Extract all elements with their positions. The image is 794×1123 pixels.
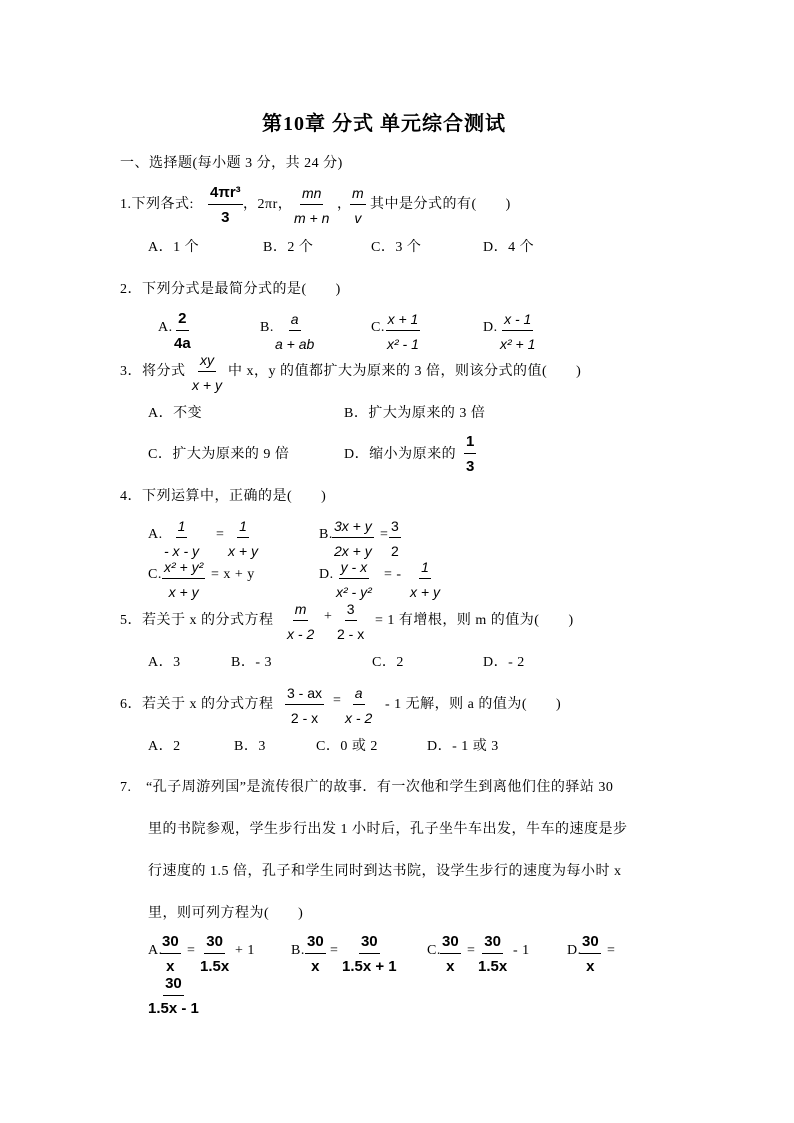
q5-fraction-1: [285, 601, 316, 642]
denominator: a + ab: [275, 336, 315, 352]
q4-c-left: [162, 559, 205, 600]
denominator: 3: [466, 458, 475, 475]
numerator: y - x: [339, 559, 369, 579]
q5-fraction-2: [335, 601, 366, 642]
q1-suffix: 其中是分式的有( ): [370, 197, 511, 212]
q7-b-left: [305, 934, 326, 975]
q7-c-eq: =: [467, 943, 476, 958]
numerator: 1: [237, 518, 249, 538]
denominator: x - 2: [345, 710, 373, 726]
q7-c-right: [476, 934, 509, 975]
q7-label-c: C.: [427, 943, 441, 958]
q5-option-c: C．2: [372, 655, 404, 670]
q1-prefix: 1.下列各式:: [120, 197, 194, 212]
q7-line-4: 里，则可列方程为( ): [148, 906, 304, 921]
numerator: mn: [300, 185, 323, 205]
denominator: 2: [391, 543, 399, 559]
q5-suffix: = 1 有增根，则 m 的值为( ): [375, 613, 574, 628]
q4-b-right: [389, 518, 401, 559]
q5-option-a: A．3: [148, 655, 181, 670]
q3-option-a: A．不变: [148, 406, 203, 421]
denominator: v: [354, 210, 362, 226]
numerator: 1: [419, 559, 431, 579]
denominator: - x - y: [164, 543, 199, 559]
q4-b-eq: =: [380, 527, 389, 542]
q7-c-tail: - 1: [513, 943, 530, 958]
q6-option-b: B．3: [234, 739, 266, 754]
q7-label-d: D.: [567, 943, 582, 958]
q1-option-b: B．2 个: [263, 240, 314, 255]
q2-fraction-c: [385, 311, 421, 352]
q3-option-c: C．扩大为原来的 9 倍: [148, 447, 290, 462]
numerator: x - 1: [502, 311, 533, 331]
numerator: xy: [198, 352, 216, 372]
denominator: x + y: [192, 377, 222, 393]
denominator: 3: [221, 209, 230, 226]
numerator: x + 1: [386, 311, 421, 331]
q4-a-right: [226, 518, 260, 559]
q5-option-d: D．- 2: [483, 655, 525, 670]
section-heading: 一、选择题(每小题 3 分，共 24 分): [120, 156, 343, 171]
q7-a-tail: + 1: [235, 943, 255, 958]
numerator: 30: [482, 934, 503, 954]
q3-suffix: 中 x，y 的值都扩大为原来的 3 倍，则该分式的值( ): [228, 364, 582, 379]
q6-fraction-1: [285, 685, 324, 726]
q7-d-eq: =: [607, 943, 616, 958]
numerator: 2: [176, 311, 188, 331]
q2-stem: 2．下列分式是最简分式的是( ): [120, 282, 341, 297]
q7-b-right: [340, 934, 399, 975]
numerator: 30: [204, 934, 225, 954]
q1-option-c: C．3 个: [371, 240, 422, 255]
q2-label-b: B.: [260, 320, 274, 335]
denominator: 4a: [174, 335, 191, 352]
q5-plus: +: [324, 609, 333, 624]
q4-d-left: [334, 559, 374, 600]
numerator: a: [289, 311, 301, 331]
q1-mid: ，2πr，: [243, 197, 293, 212]
q7-d-right: [146, 976, 201, 1017]
numerator: 4πr³: [208, 185, 243, 205]
q5-prefix: 5．若关于 x 的分式方程: [120, 613, 274, 628]
q3-fraction: [190, 352, 224, 393]
q4-a-eq: =: [216, 527, 225, 542]
q4-d-eq: = -: [384, 567, 402, 582]
denominator: x² + 1: [500, 336, 536, 352]
q4-stem: 4．下列运算中，正确的是( ): [120, 489, 327, 504]
q1-fraction-1: [208, 185, 243, 226]
q7-line-3: 行速度的 1.5 倍，孔子和学生同时到达书院，设学生步行的速度为每小时 x: [148, 864, 622, 879]
q4-a-left: [162, 518, 201, 559]
q6-eq: =: [333, 693, 342, 708]
q2-fraction-b: [273, 311, 316, 352]
denominator: x - 2: [287, 626, 315, 642]
denominator: x² - 1: [387, 336, 419, 352]
numerator: 30: [359, 934, 380, 954]
numerator: 30: [305, 934, 326, 954]
q2-fraction-d: [498, 311, 537, 352]
q5-option-b: B．- 3: [231, 655, 272, 670]
numerator: 1: [176, 518, 188, 538]
q4-d-right: [408, 559, 442, 600]
page-title: 第10章 分式 单元综合测试: [262, 113, 506, 135]
q7-label-a: A.: [148, 943, 163, 958]
denominator: x: [586, 958, 595, 975]
q6-option-a: A．2: [148, 739, 181, 754]
denominator: 2x + y: [334, 543, 372, 559]
q7-line-2: 里的书院参观，学生步行出发 1 小时后，孔子坐牛车出发，牛车的速度是步: [148, 822, 628, 837]
denominator: 1.5x + 1: [342, 958, 397, 975]
q6-prefix: 6．若关于 x 的分式方程: [120, 697, 274, 712]
q7-c-left: [440, 934, 461, 975]
q3-option-b: B．扩大为原来的 3 倍: [344, 406, 486, 421]
numerator: a: [353, 685, 365, 705]
numerator: 3x + y: [332, 518, 374, 538]
q7-line-1: 7. “孔子周游列国”是流传很广的故事．有一次他和学生到离他们住的驿站 30: [120, 780, 614, 795]
q2-label-d: D.: [483, 320, 498, 335]
q7-d-left: [580, 934, 601, 975]
q4-label-c: C.: [148, 567, 162, 582]
numerator: 3: [389, 518, 401, 538]
denominator: 1.5x: [478, 958, 508, 975]
numerator: 1: [464, 434, 476, 454]
q6-fraction-2: [343, 685, 374, 726]
denominator: 2 - x: [337, 626, 365, 642]
q7-label-b: B.: [291, 943, 305, 958]
q4-label-d: D.: [319, 567, 334, 582]
numerator: 30: [160, 934, 181, 954]
q2-label-c: C.: [371, 320, 385, 335]
q6-option-c: C．0 或 2: [316, 739, 378, 754]
denominator: 1.5x: [200, 958, 230, 975]
numerator: 30: [580, 934, 601, 954]
denominator: m + n: [294, 210, 330, 226]
q7-a-eq: =: [187, 943, 196, 958]
denominator: x: [311, 958, 320, 975]
denominator: x + y: [168, 584, 199, 600]
numerator: 3: [345, 601, 357, 621]
q4-label-b: B.: [319, 527, 333, 542]
q3-prefix: 3．将分式: [120, 364, 186, 379]
q1-fraction-3: [350, 185, 366, 226]
q7-b-eq: =: [330, 943, 339, 958]
q7-a-right: [198, 934, 231, 975]
denominator: x + y: [228, 543, 258, 559]
q3-option-d: D．缩小为原来的: [344, 447, 457, 462]
numerator: 30: [163, 976, 184, 996]
q4-label-a: A.: [148, 527, 163, 542]
numerator: x² + y²: [162, 559, 205, 579]
q7-a-left: [160, 934, 181, 975]
q1-fraction-2: [292, 185, 331, 226]
q4-c-eq: = x + y: [211, 567, 255, 582]
numerator: m: [350, 185, 366, 205]
numerator: 30: [440, 934, 461, 954]
q3-option-d-fraction: [464, 434, 476, 475]
denominator: x: [446, 958, 455, 975]
q6-suffix: - 1 无解，则 a 的值为( ): [385, 697, 562, 712]
q6-option-d: D．- 1 或 3: [427, 739, 499, 754]
q1-comma: ，: [337, 197, 352, 212]
denominator: 2 - x: [290, 710, 319, 726]
denominator: x: [166, 958, 175, 975]
q1-option-a: A．1 个: [148, 240, 200, 255]
numerator: 3 - ax: [285, 685, 324, 705]
q2-fraction-a: [172, 311, 193, 352]
denominator: x² - y²: [336, 584, 372, 600]
denominator: 1.5x - 1: [148, 1000, 199, 1017]
q1-option-d: D．4 个: [483, 240, 535, 255]
denominator: x + y: [410, 584, 440, 600]
numerator: m: [293, 601, 309, 621]
q4-b-left: [332, 518, 374, 559]
q2-label-a: A.: [158, 320, 173, 335]
